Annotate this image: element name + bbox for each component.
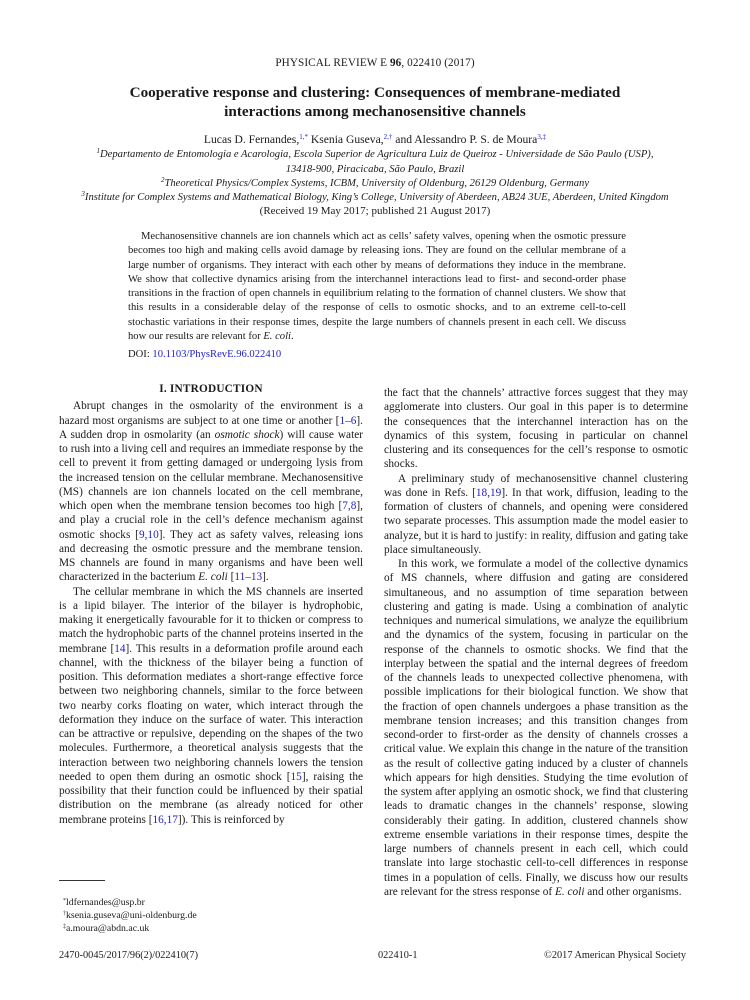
paper-title [90, 83, 660, 121]
affiliation-text: 13418-900, Piracicaba, São Paulo, Brazil [285, 163, 465, 175]
footer-page-number: 022410-1 [378, 950, 418, 961]
text: and other organisms. [584, 885, 682, 898]
affiliation-3 [40, 191, 710, 206]
footnote-mark: * [63, 898, 66, 904]
footnote-email[interactable]: ksenia.guseva@uni-oldenburg.de [66, 910, 197, 921]
author-list [0, 133, 750, 146]
citation-link[interactable]: 9,10 [138, 528, 159, 541]
abstract-text: Mechanosensitive channels are ion channels which act as cells’ safety valves, opening when the osmotic pressure becomes too high and making cells avoid damage by releasing ions. They are found on the cellular membrane of a large number of organisms. They interact with each other by means of deformations they induce in the membrane. We show that collective dynamics arising from the interchannel interactions lead to first- and second-order phase transitions in the fraction of open channels in equilibrium relating to the formation of channel clusters. We show that this results in a considerable delay of the response of cells to osmotic shocks, and to an extreme cell-to-cell stochastic variations in their response times, despite the large numbers of channels present in each cell. We discuss how our results are relevant for [128, 231, 626, 343]
text: ]. [262, 571, 269, 584]
citation-link[interactable]: 15 [290, 770, 302, 783]
affiliation-text: Institute for Complex Systems and Mathematical Biology, King’s College, University of Aberdeen, AB24 3UE, Aberdeen, United Kingdom [84, 192, 669, 203]
text: The cellular membrane in which the MS channels are inserted is a lipid bilayer. The interior of the bilayer is hydrophobic, making it energetically favourable for it to thicken or compress to match the hydrophobic parts of the channel proteins inserted in the membrane [ [59, 585, 363, 655]
author-affiliation-link[interactable]: 3,‡ [537, 133, 547, 141]
citation-link[interactable]: 18,19 [475, 486, 502, 499]
footnote-mark: ‡ [63, 924, 66, 930]
paragraph [59, 399, 363, 584]
citation-link[interactable]: 7,8 [342, 500, 357, 512]
footnote-email[interactable]: a.moura@abdn.ac.uk [66, 923, 150, 934]
doi [128, 349, 281, 360]
italic-text: E. coli [554, 885, 585, 898]
affiliation-text: Departamento de Entomologia e Acarologia, Escola Superior de Agricultura Luiz de Queiroz - Universidade de São Paulo (USP), [100, 149, 654, 160]
footnote [63, 922, 197, 935]
paragraph [59, 585, 363, 827]
footer-copyright: ©2017 American Physical Society [544, 950, 686, 961]
affiliation-text: Theoretical Physics/Complex Systems, ICBM, University of Oldenburg, 26129 Oldenburg, Germany [164, 178, 590, 189]
abstract-italic: E. coli [263, 331, 291, 343]
journal-volume: 96 [389, 57, 402, 69]
author-name: Ksenia Guseva, [307, 133, 384, 146]
journal-citation: , 022410 (2017) [401, 57, 475, 69]
journal-header [0, 57, 750, 69]
text: In this work, we formulate a model of the collective dynamics of MS channels, where diffusion and gating are considered simultaneous, and no assumption of time separation between clustering and gating is made. Using a combination of analytic techniques and numerical simulations, we analyze the equilibrium and the dynamics of the system, focusing in particular on the response of the channels to osmotic shocks. We find that the interplay between the spatial and the internal degrees of freedom of the channels leads to unexpected collective phenomena, with possible implications for their biological function. We show that the fraction of open channels undergoes a phase transition as the membrane tension increases; and this transition changes from second-order to first-order as the density of channels crosses a critical value. We explain this change in the nature of the transition as the result of collective gating induced by a cluster of channels which appears for high densities. Studying the time evolution of the system after applying an osmotic shock, we find that clustering leads to dramatic changes in the channels’ response, slowing considerably their gating. In addition, clustered channels show extreme ensemble variations in their response times, despite the large numbers of channels present in each cell, which could translate into large stochastic cell-to-cell differences in response times in a population of cells. Finally, we discuss how our results are relevant for the stress response of [384, 558, 688, 898]
author-affiliation-link[interactable]: 1,* [299, 133, 308, 141]
affiliation-number: 3 [81, 190, 85, 198]
right-column [384, 386, 688, 899]
affiliation-1 [40, 148, 710, 177]
text: Abrupt changes in the osmolarity of the environment is a hazard most organisms are subject to at one time or another [ [59, 400, 363, 427]
text: ]. They act as safety valves, releasing ions and decreasing the osmotic pressure and the membrane tension. MS channels are found in many organisms and have been well characterized in the bacterium [59, 528, 363, 584]
italic-text: osmotic shock [214, 428, 280, 441]
author-name: Lucas D. Fernandes, [203, 133, 300, 146]
text: A preliminary study of mechanosensitive channel clustering was done in Refs. [ [384, 472, 688, 499]
section-heading: I. INTRODUCTION [159, 383, 263, 395]
text: ]. This results in a deformation profile around each channel, with the thickness of the bilayer being a function of position. This deformation mediates a short-range effective force between two neighboring channels, similar to the force between two nearby corks floating on water, which interact through the deformation they induce on the surface of water. This interaction can be attractive or repulsive, depending on the shapes of the two molecules. Furthermore, a theoretical analysis suggests that the interaction between two neighboring channels lowers the tension needed to open them during an osmotic shock [ [59, 642, 363, 783]
title-line-1: Cooperative response and clustering: Consequences of membrane-mediated [129, 84, 621, 101]
text: ]. A sudden drop in osmolarity (an [59, 414, 363, 441]
author-name: and Alessandro P. S. de Moura [392, 133, 538, 146]
footnote [63, 909, 197, 922]
citation-link[interactable]: 1–6 [339, 414, 357, 427]
doi-link[interactable]: 10.1103/PhysRevE.96.022410 [152, 349, 282, 360]
left-column [59, 382, 363, 827]
footnotes [63, 896, 197, 935]
received-date: (Received 19 May 2017; published 21 August 2017) [259, 205, 491, 217]
citation-link[interactable]: 11–13 [234, 571, 263, 584]
text: ) will cause water to rush into a living cell and requires an immediate response by the cell to prevent it from getting damaged or undergoing lysis from the increased tension on the cellular membrane. Mechanosensitive (MS) channels are ion channels located on the cell membrane, which open when the membrane tension becomes too high [ [59, 428, 363, 512]
author-affiliation-link[interactable]: 2,† [383, 133, 393, 141]
citation-link[interactable]: 16,17 [152, 813, 178, 826]
text: ]. In that work, diffusion, leading to the formation of clusters of channels, and opening were considered two separate processes. This assumption made the model easier to analyze, but it is hard to justify: in reality, diffusion and gating take place simultaneously. [384, 486, 689, 556]
footer-issn: 2470-0045/2017/96(2)/022410(7) [59, 950, 198, 961]
doi-label: DOI: [128, 349, 153, 360]
footnote-divider [59, 880, 105, 881]
italic-text: E. coli [198, 571, 228, 584]
journal-name: PHYSICAL REVIEW E [275, 57, 390, 69]
footnote-mark: † [63, 911, 66, 917]
footnote-email[interactable]: ldfernandes@usp.br [66, 897, 145, 908]
text: ], raising the possibility that their function could be influenced by their spatial distribution on the membrane (as already noticed for other membrane proteins [ [59, 770, 363, 826]
abstract-text: . [290, 331, 294, 343]
affiliation-number: 2 [160, 176, 165, 184]
title-line-2: interactions among mechanosensitive channels [224, 103, 526, 120]
footnote [63, 896, 197, 909]
text: [ [227, 571, 235, 584]
text: ]). This is reinforced by [177, 813, 285, 826]
affiliation-2 [40, 177, 710, 192]
paragraph: the fact that the channels’ attractive forces suggest that they may agglomerate into clusters. Our goal in this paper is to determine the consequences that the interchannel interaction has on the dynamics of this system, focusing in particular on channel clustering and its consequences for the cell’s response to osmotic shocks. [384, 387, 688, 471]
paragraph [384, 472, 688, 558]
affiliation-number: 1 [96, 147, 101, 155]
paragraph [384, 557, 688, 899]
citation-link[interactable]: 14 [114, 642, 126, 655]
text: ], and play a crucial role in the cell’s defence mechanism against osmotic shocks [ [59, 500, 363, 541]
abstract [128, 230, 626, 344]
